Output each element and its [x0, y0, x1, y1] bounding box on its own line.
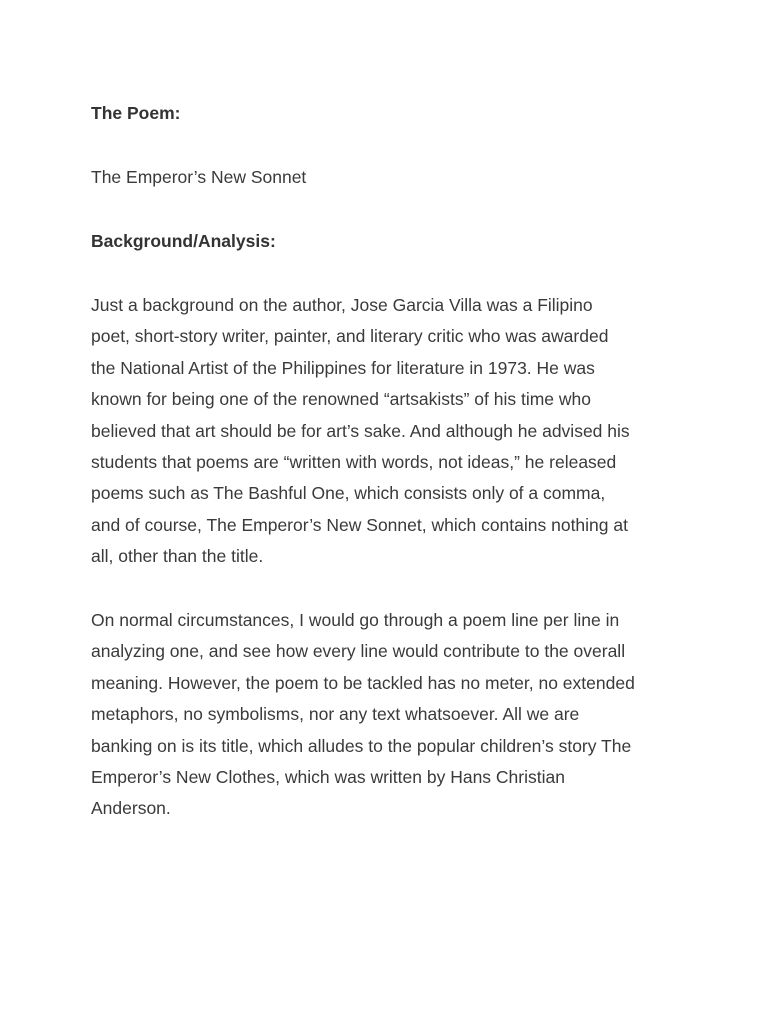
- paragraph-line: analyzing one, and see how every line would contribute to the overall: [91, 641, 626, 662]
- poem-title: The Emperor’s New Sonnet: [91, 167, 307, 187]
- paragraph-line: and of course, The Emperor’s New Sonnet, which contains nothing at: [91, 514, 628, 535]
- poem-heading: The Poem:: [91, 103, 181, 123]
- analysis-paragraph: [91, 605, 691, 825]
- paragraph-line: poems such as The Bashful One, which consists only of a comma,: [91, 483, 606, 504]
- paragraph-line: known for being one of the renowned “artsakists” of his time who: [91, 389, 591, 410]
- paragraph-line: metaphors, no symbolisms, nor any text whatsoever. All we are: [91, 704, 580, 725]
- paragraph-line: Just a background on the author, Jose Garcia Villa was a Filipino: [91, 295, 593, 315]
- paragraph-line: students that poems are “written with words, not ideas,” he released: [91, 452, 617, 473]
- paragraph-line: On normal circumstances, I would go through a poem line per line in: [91, 610, 620, 630]
- paragraph-line: believed that art should be for art’s sake. And although he advised his: [91, 420, 630, 441]
- paragraph-line: banking on is its title, which alludes to the popular children’s story The: [91, 735, 632, 756]
- paragraph-line: Anderson.: [91, 798, 171, 819]
- analysis-heading: Background/Analysis:: [91, 231, 276, 251]
- paragraph-line: the National Artist of the Philippines for literature in 1973. He was: [91, 357, 595, 378]
- paragraph-line: all, other than the title.: [91, 546, 264, 567]
- paragraph-line: meaning. However, the poem to be tackled has no meter, no extended: [91, 672, 635, 693]
- paragraph-line: Emperor’s New Clothes, which was written by Hans Christian: [91, 767, 565, 788]
- background-paragraph: [91, 290, 691, 573]
- paragraph-line: poet, short-story writer, painter, and literary critic who was awarded: [91, 326, 609, 347]
